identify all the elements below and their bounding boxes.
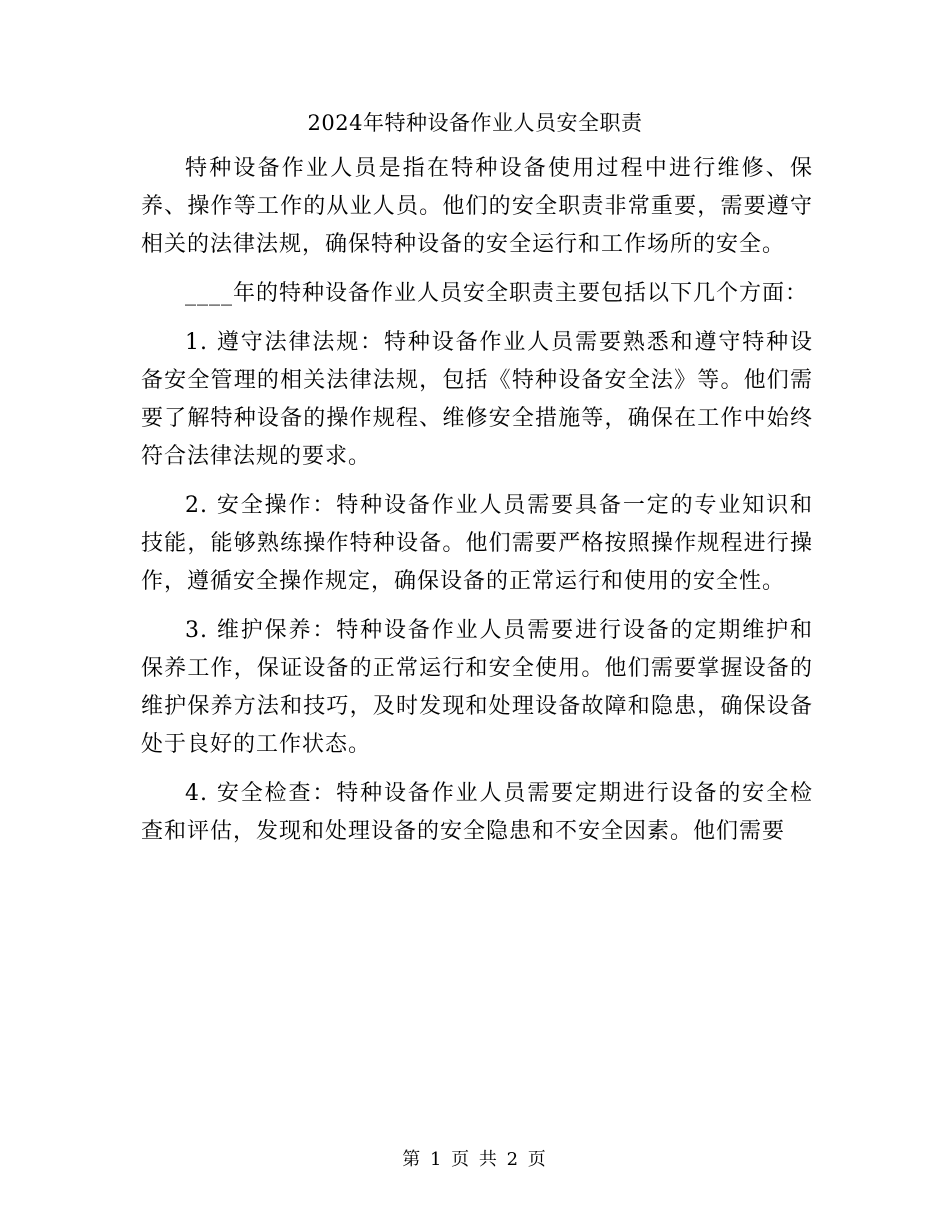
paragraph-item-3: 3. 维护保养：特种设备作业人员需要进行设备的定期维护和保养工作，保证设备的正常运行和安全使用。他们需要掌握设备的维护保养方法和技巧，及时发现和处理设备故障和隐患，确保设备处于良好的工作状态。: [141, 618, 813, 757]
paragraph-overview: ____年的特种设备作业人员安全职责主要包括以下几个方面：: [185, 281, 809, 306]
paragraph-item-2: 2. 安全操作：特种设备作业人员需要具备一定的专业知识和技能，能够熟练操作特种设备。他们需要严格按照操作规程进行操作，遵循安全操作规定，确保设备的正常运行和使用的安全性。: [141, 493, 813, 594]
paragraph-intro: 特种设备作业人员是指在特种设备使用过程中进行维修、保养、操作等工作的从业人员。他们的安全职责非常重要，需要遵守相关的法律法规，确保特种设备的安全运行和工作场所的安全。: [141, 156, 813, 257]
document-title: 2024年特种设备作业人员安全职责: [307, 111, 643, 135]
page-number-footer: 第 1 页 共 2 页: [402, 1149, 548, 1170]
paragraph-item-1: 1. 遵守法律法规：特种设备作业人员需要熟悉和遵守特种设备安全管理的相关法律法规，包括《特种设备安全法》等。他们需要了解特种设备的操作规程、维修安全措施等，确保在工作中始终符合法律法规的要求。: [141, 330, 813, 469]
document-body: [141, 150, 813, 862]
paragraph-item-4: 4. 安全检查：特种设备作业人员需要定期进行设备的安全检查和评估，发现和处理设备的安全隐患和不安全因素。他们需要: [141, 781, 813, 844]
